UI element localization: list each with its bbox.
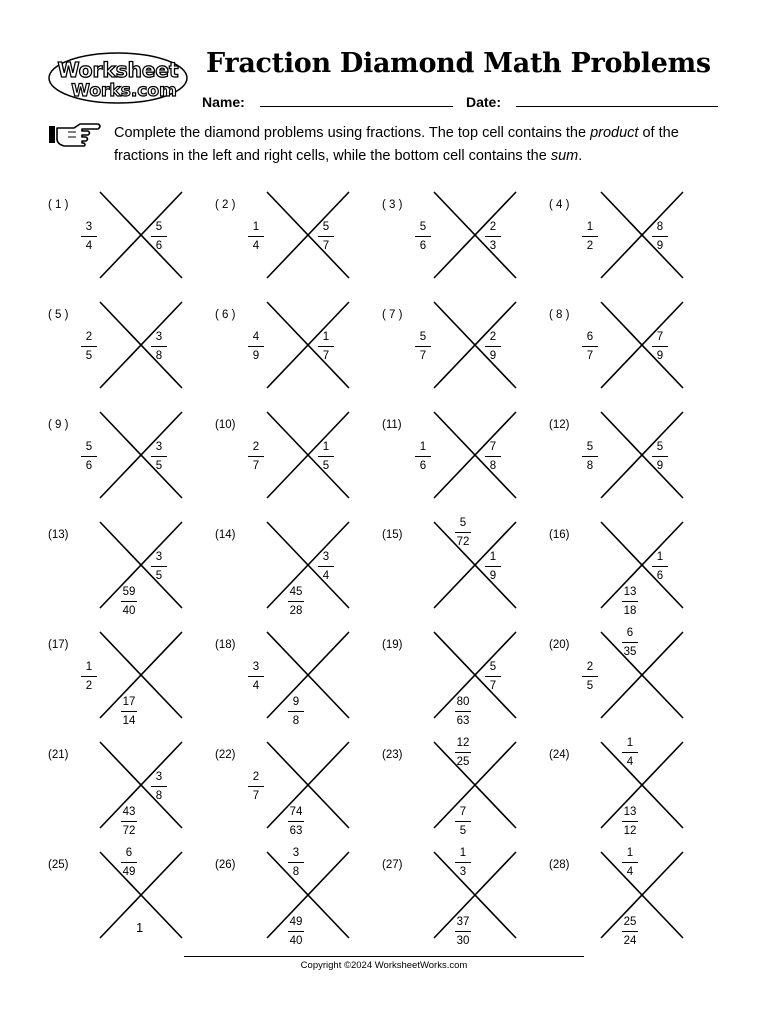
denominator: 4 [322, 570, 330, 582]
fraction-right [648, 220, 672, 253]
fraction-left [244, 660, 268, 693]
denominator: 5 [155, 570, 163, 582]
numerator: 3 [155, 331, 163, 343]
fraction-bottom [618, 585, 642, 618]
denominator: 12 [623, 825, 637, 837]
fraction-left [244, 440, 268, 473]
diamond-problem [382, 847, 542, 948]
instructions-emphasis-product: product [590, 125, 639, 141]
problem-number: ( 8 ) [549, 309, 570, 321]
denominator: 40 [122, 605, 136, 617]
fraction-right [147, 330, 171, 363]
problem-number: ( 2 ) [215, 199, 236, 211]
problem-number: (21) [48, 749, 69, 761]
diamond-problem [382, 302, 542, 398]
denominator: 6 [419, 240, 427, 252]
diamond-cross [601, 852, 683, 938]
numerator: 6 [125, 847, 133, 859]
fraction-bottom [117, 585, 141, 618]
numerator: 2 [586, 661, 594, 673]
fraction-right [481, 660, 505, 693]
fraction-left [411, 440, 435, 473]
numerator: 37 [456, 916, 470, 928]
numerator: 17 [122, 696, 136, 708]
diamond-problem [48, 302, 208, 398]
denominator: 7 [586, 350, 594, 362]
numerator: 5 [419, 331, 427, 343]
fraction-bottom [117, 805, 141, 838]
name-label: Name: [202, 94, 245, 110]
numerator: 12 [456, 737, 470, 749]
diamond-problem [215, 632, 375, 728]
fraction-top [451, 736, 475, 769]
problem-number: (18) [215, 639, 236, 651]
denominator: 72 [122, 825, 136, 837]
numerator: 1 [656, 551, 664, 563]
diamond-problem [48, 522, 208, 618]
numerator: 1 [489, 551, 497, 563]
denominator: 9 [252, 350, 260, 362]
diamond-problem [48, 742, 208, 838]
diamond-problem [549, 522, 709, 618]
diamond-cross [601, 742, 683, 828]
problem-number: (10) [215, 419, 236, 431]
problem-number: (20) [549, 639, 570, 651]
denominator: 6 [419, 460, 427, 472]
numerator: 43 [122, 806, 136, 818]
numerator: 6 [586, 331, 594, 343]
diamond-cross [100, 632, 182, 718]
diamond-problem [215, 522, 375, 618]
numerator: 2 [489, 221, 497, 233]
fraction-left [77, 330, 101, 363]
diamond-cross [267, 742, 349, 828]
pointing-hand-icon [48, 122, 102, 148]
denominator: 40 [289, 935, 303, 947]
problem-number: (17) [48, 639, 69, 651]
denominator: 9 [489, 350, 497, 362]
fraction-bottom [284, 695, 308, 728]
fraction-right [648, 330, 672, 363]
name-line[interactable] [260, 106, 453, 107]
numerator: 9 [292, 696, 300, 708]
numerator: 5 [85, 441, 93, 453]
denominator: 6 [85, 460, 93, 472]
fraction-right [147, 440, 171, 473]
denominator: 35 [623, 646, 637, 658]
diamond-problem [48, 192, 208, 288]
fraction-right [481, 220, 505, 253]
denominator: 5 [586, 680, 594, 692]
numerator: 80 [456, 696, 470, 708]
numerator: 2 [85, 331, 93, 343]
denominator: 8 [292, 715, 300, 727]
denominator: 8 [489, 460, 497, 472]
diamond-problem [215, 412, 375, 508]
problem-number: (13) [48, 529, 69, 541]
diamond-problem [382, 517, 542, 618]
fraction-bottom [117, 695, 141, 728]
page-title: Fraction Diamond Math Problems [206, 48, 711, 79]
diamond-problem [382, 632, 542, 728]
numerator: 3 [322, 551, 330, 563]
numerator: 7 [656, 331, 664, 343]
denominator: 5 [459, 825, 467, 837]
denominator: 4 [252, 240, 260, 252]
numerator: 2 [252, 771, 260, 783]
copyright: Copyright ©2024 WorksheetWorks.com [300, 960, 468, 971]
numerator: 1 [252, 221, 260, 233]
problem-number: (24) [549, 749, 570, 761]
denominator: 7 [322, 240, 330, 252]
denominator: 9 [656, 350, 664, 362]
denominator: 2 [85, 680, 93, 692]
fraction-left [578, 660, 602, 693]
denominator: 3 [489, 240, 497, 252]
problem-number: ( 6 ) [215, 309, 236, 321]
denominator: 9 [489, 570, 497, 582]
problem-number: (22) [215, 749, 236, 761]
denominator: 8 [292, 866, 300, 878]
fraction-right [648, 550, 672, 583]
fraction-left [244, 770, 268, 803]
logo-line1: Worksheet [57, 58, 179, 82]
diamond-problem [215, 302, 375, 398]
problem-number: ( 3 ) [382, 199, 403, 211]
fraction-bottom [284, 915, 308, 948]
denominator: 6 [155, 240, 163, 252]
denominator: 5 [155, 460, 163, 472]
fraction-right [147, 220, 171, 253]
numerator: 5 [656, 441, 664, 453]
worksheetworks-logo [48, 52, 188, 104]
problem-number: (12) [549, 419, 570, 431]
fraction-left [578, 330, 602, 363]
numerator: 49 [289, 916, 303, 928]
denominator: 5 [322, 460, 330, 472]
denominator: 7 [322, 350, 330, 362]
denominator: 63 [289, 825, 303, 837]
problem-number: (25) [48, 859, 69, 871]
instructions-text-1: Complete the diamond problems using fractions. The top cell contains the [114, 125, 591, 141]
numerator: 3 [155, 771, 163, 783]
numerator: 1 [626, 737, 634, 749]
numerator: 6 [626, 627, 634, 639]
problem-number: (23) [382, 749, 403, 761]
fraction-bottom [618, 805, 642, 838]
numerator: 2 [489, 331, 497, 343]
denominator: 3 [459, 866, 467, 878]
diamond-cross [267, 632, 349, 718]
denominator: 24 [623, 935, 637, 947]
denominator: 7 [252, 460, 260, 472]
problem-number: (26) [215, 859, 236, 871]
denominator: 7 [489, 680, 497, 692]
diamond-problem [549, 302, 709, 398]
diamond-problem [48, 412, 208, 508]
fraction-bottom [451, 695, 475, 728]
diamond-cross [434, 742, 516, 828]
diamond-problem [215, 742, 375, 838]
denominator: 8 [155, 790, 163, 802]
problem-number: ( 1 ) [48, 199, 69, 211]
numerator: 5 [419, 221, 427, 233]
instructions-text-2: of the fractions in the left and right cells, while the bottom cell contains the [114, 125, 679, 164]
date-line[interactable] [516, 106, 718, 107]
fraction-top [451, 516, 475, 549]
denominator: 9 [656, 460, 664, 472]
fraction-left [578, 220, 602, 253]
numerator: 3 [292, 847, 300, 859]
fraction-right [648, 440, 672, 473]
denominator: 6 [656, 570, 664, 582]
denominator: 49 [122, 866, 136, 878]
denominator: 4 [85, 240, 93, 252]
diamond-problem [549, 192, 709, 288]
fraction-left [244, 220, 268, 253]
denominator: 28 [289, 605, 303, 617]
diamond-problem [382, 192, 542, 288]
diamond-problem [215, 847, 375, 948]
numerator: 3 [85, 221, 93, 233]
numerator: 3 [252, 661, 260, 673]
problem-number: (15) [382, 529, 403, 541]
numerator: 7 [489, 441, 497, 453]
problem-number: (11) [382, 419, 402, 431]
fraction-right [314, 330, 338, 363]
denominator: 4 [626, 866, 634, 878]
denominator: 63 [456, 715, 470, 727]
fraction-bottom [451, 805, 475, 838]
diamond-problem [48, 847, 208, 948]
denominator: 14 [122, 715, 136, 727]
denominator: 5 [85, 350, 93, 362]
numerator: 74 [289, 806, 303, 818]
diamond-problem [215, 192, 375, 288]
denominator: 7 [419, 350, 427, 362]
numerator: 5 [586, 441, 594, 453]
numerator: 13 [623, 806, 637, 818]
numerator: 2 [252, 441, 260, 453]
numerator: 1 [322, 331, 330, 343]
problem-number: (14) [215, 529, 236, 541]
numerator: 7 [459, 806, 467, 818]
instructions-text-3: . [578, 148, 583, 164]
fraction-left [411, 330, 435, 363]
denominator: 25 [456, 756, 470, 768]
fraction-top [117, 846, 141, 879]
diamond-problem [549, 412, 709, 508]
diamond-cross [434, 852, 516, 938]
fraction-bottom [451, 915, 475, 948]
numerator: 25 [623, 916, 637, 928]
diamond-problem [549, 847, 709, 948]
fraction-top [451, 846, 475, 879]
fraction-top [618, 736, 642, 769]
denominator: 2 [586, 240, 594, 252]
fraction-right [314, 550, 338, 583]
problem-number: ( 4 ) [549, 199, 570, 211]
denominator: 72 [456, 536, 470, 548]
diamond-problem [48, 632, 208, 728]
numerator: 1 [419, 441, 427, 453]
denominator: 8 [586, 460, 594, 472]
numerator: 59 [122, 586, 136, 598]
denominator: 18 [623, 605, 637, 617]
logo-line2: Works.com [71, 81, 177, 101]
numerator: 3 [155, 441, 163, 453]
numerator: 5 [322, 221, 330, 233]
instructions-emphasis-sum: sum [550, 148, 579, 164]
numerator: 5 [489, 661, 497, 673]
numerator: 8 [656, 221, 664, 233]
numerator: 1 [586, 221, 594, 233]
fraction-bottom [284, 805, 308, 838]
instructions [114, 122, 734, 168]
fraction-bottom [618, 915, 642, 948]
numerator: 5 [459, 517, 467, 529]
problem-number: (16) [549, 529, 570, 541]
denominator: 7 [252, 790, 260, 802]
numerator: 5 [155, 221, 163, 233]
numerator: 45 [289, 586, 303, 598]
fraction-left [244, 330, 268, 363]
numerator: 4 [252, 331, 260, 343]
numerator: 1 [322, 441, 330, 453]
diamond-problem [549, 737, 709, 838]
date-label: Date: [466, 94, 502, 110]
problem-number: ( 7 ) [382, 309, 403, 321]
problem-number: ( 5 ) [48, 309, 69, 321]
denominator: 4 [626, 756, 634, 768]
problem-number: (19) [382, 639, 403, 651]
whole-number-bottom: 1 [136, 920, 144, 935]
denominator: 4 [252, 680, 260, 692]
fraction-left [77, 220, 101, 253]
numerator: 1 [85, 661, 93, 673]
fraction-right [481, 330, 505, 363]
fraction-left [578, 440, 602, 473]
fraction-right [147, 770, 171, 803]
problem-number: (28) [549, 859, 570, 871]
diamond-problem [549, 627, 709, 728]
diamond-problem [382, 412, 542, 508]
fraction-right [147, 550, 171, 583]
fraction-right [314, 220, 338, 253]
numerator: 1 [459, 847, 467, 859]
fraction-right [314, 440, 338, 473]
fraction-top [618, 846, 642, 879]
denominator: 8 [155, 350, 163, 362]
fraction-bottom [284, 585, 308, 618]
fraction-right [481, 440, 505, 473]
fraction-left [411, 220, 435, 253]
denominator: 30 [456, 935, 470, 947]
footer-divider [184, 956, 584, 957]
fraction-top [284, 846, 308, 879]
diamond-problem [382, 737, 542, 838]
problem-number: ( 9 ) [48, 419, 69, 431]
fraction-left [77, 440, 101, 473]
numerator: 13 [623, 586, 637, 598]
fraction-right [481, 550, 505, 583]
denominator: 9 [656, 240, 664, 252]
numerator: 1 [626, 847, 634, 859]
fraction-top [618, 626, 642, 659]
numerator: 3 [155, 551, 163, 563]
problem-number: (27) [382, 859, 403, 871]
fraction-left [77, 660, 101, 693]
diamond-cross [267, 852, 349, 938]
diamond-cross [601, 632, 683, 718]
